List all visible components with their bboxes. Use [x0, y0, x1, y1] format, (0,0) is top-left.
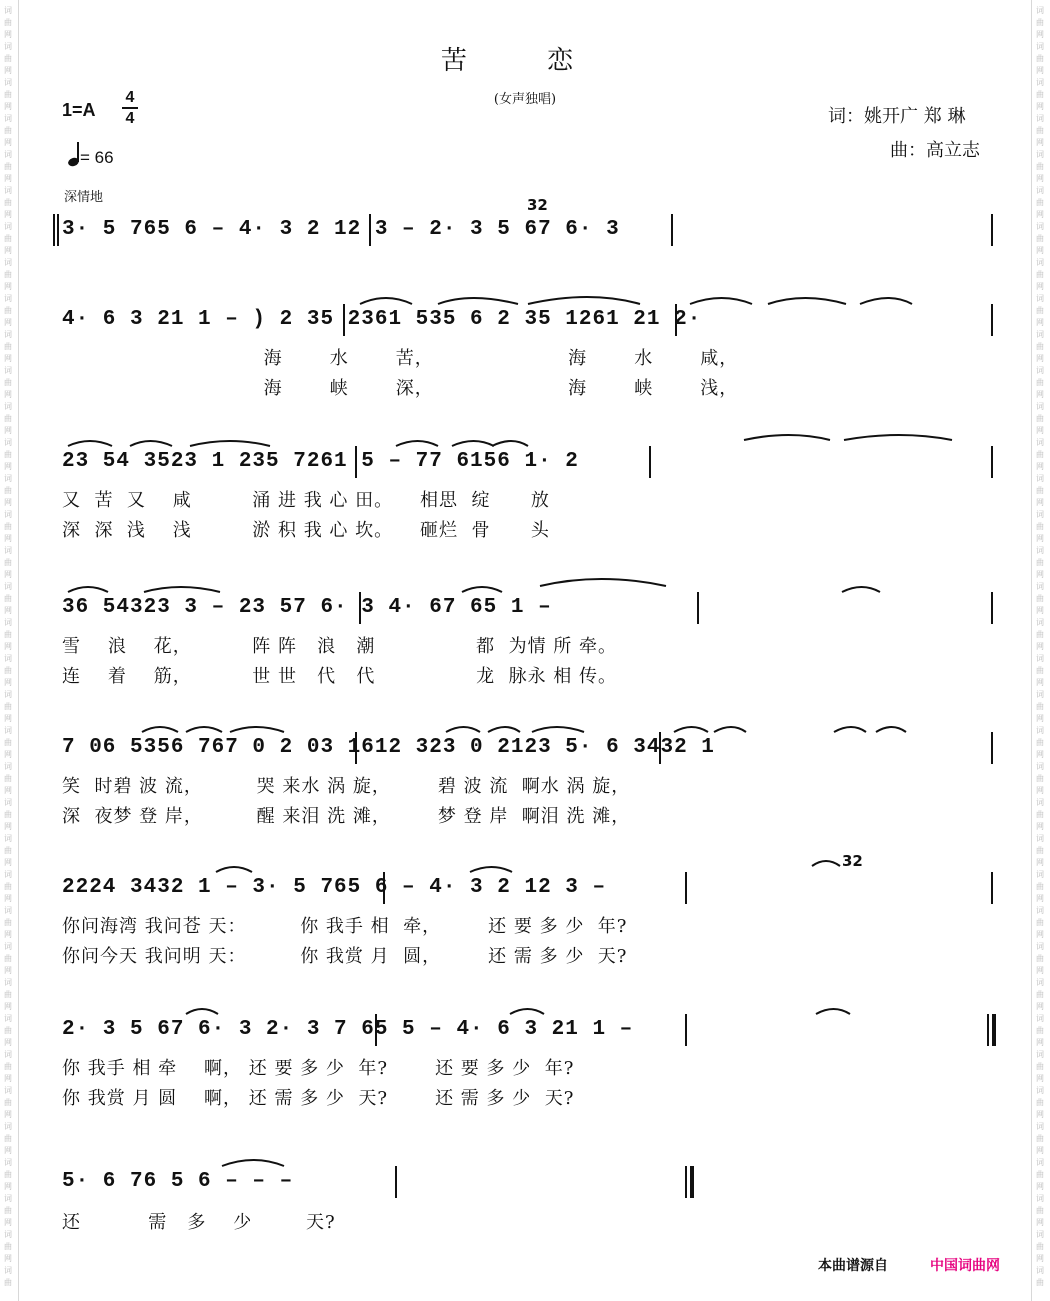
watermark-glyph: 网: [1036, 606, 1044, 615]
watermark-glyph: 曲: [1036, 162, 1044, 171]
watermark-glyph: 网: [1036, 462, 1044, 471]
watermark-glyph: 词: [1036, 330, 1044, 339]
lyric-line: 你问今天 我问明 天： 你 我赏 月 圆， 还 需 多 少 天?: [62, 946, 628, 967]
watermark-glyph: 曲: [1036, 414, 1044, 423]
watermark-glyph: 词: [1036, 870, 1044, 879]
watermark-glyph: 词: [4, 6, 12, 15]
watermark-glyph: 网: [1036, 678, 1044, 687]
watermark-glyph: 词: [1036, 258, 1044, 267]
lyric-line: 深 夜梦 登 岸， 醒 来泪 洗 滩， 梦 登 岸 啊泪 洗 滩，: [62, 806, 631, 827]
watermark-glyph: 词: [1036, 438, 1044, 447]
watermark-glyph: 网: [4, 354, 12, 363]
watermark-glyph: 曲: [1036, 306, 1044, 315]
lyric-line: 你 我赏 月 圆 啊， 还 需 多 少 天? 还 需 多 少 天?: [62, 1088, 575, 1109]
watermark-glyph: 网: [1036, 210, 1044, 219]
watermark-glyph: 网: [1036, 1254, 1044, 1263]
watermark-glyph: 曲: [1036, 882, 1044, 891]
watermark-glyph: 词: [4, 834, 12, 843]
watermark-glyph: 网: [4, 894, 12, 903]
watermark-glyph: 网: [1036, 102, 1044, 111]
lyric-line: 海 水 苦， 海 水 咸，: [62, 348, 739, 369]
watermark-glyph: 词: [1036, 546, 1044, 555]
watermark-glyph: 网: [4, 1218, 12, 1227]
watermark-glyph: 网: [4, 534, 12, 543]
watermark-glyph: 曲: [4, 54, 12, 63]
watermark-glyph: 曲: [1036, 774, 1044, 783]
watermark-glyph: 曲: [1036, 954, 1044, 963]
watermark-glyph: 词: [1036, 762, 1044, 771]
watermark-glyph: 曲: [4, 198, 12, 207]
watermark-glyph: 词: [1036, 834, 1044, 843]
watermark-glyph: 曲: [1036, 486, 1044, 495]
watermark-glyph: 词: [1036, 1158, 1044, 1167]
watermark-glyph: 词: [1036, 1050, 1044, 1059]
watermark-glyph: 词: [1036, 78, 1044, 87]
watermark-glyph: 曲: [1036, 1098, 1044, 1107]
watermark-glyph: 曲: [4, 234, 12, 243]
watermark-glyph: 网: [1036, 750, 1044, 759]
watermark-glyph: 网: [1036, 426, 1044, 435]
watermark-glyph: 词: [4, 1050, 12, 1059]
watermark-glyph: 曲: [4, 1098, 12, 1107]
watermark-glyph: 网: [1036, 30, 1044, 39]
watermark-glyph: 曲: [1036, 594, 1044, 603]
watermark-glyph: 网: [4, 606, 12, 615]
grace-note-mark: 32: [527, 196, 548, 214]
watermark-glyph: 网: [1036, 246, 1044, 255]
watermark-glyph: 词: [1036, 582, 1044, 591]
watermark-glyph: 曲: [4, 558, 12, 567]
watermark-glyph: 词: [4, 474, 12, 483]
watermark-glyph: 词: [1036, 654, 1044, 663]
watermark-glyph: 词: [4, 978, 12, 987]
watermark-glyph: 词: [4, 438, 12, 447]
watermark-glyph: 网: [4, 390, 12, 399]
watermark-glyph: 曲: [4, 810, 12, 819]
lyric-line: 海 峡 深， 海 峡 浅，: [62, 378, 739, 399]
watermark-glyph: 曲: [4, 90, 12, 99]
watermark-glyph: 网: [1036, 174, 1044, 183]
watermark-glyph: 词: [4, 78, 12, 87]
watermark-glyph: 网: [4, 714, 12, 723]
watermark-glyph: 曲: [4, 846, 12, 855]
watermark-glyph: 网: [4, 426, 12, 435]
watermark-glyph: 曲: [4, 126, 12, 135]
watermark-glyph: 网: [4, 246, 12, 255]
key-signature: 1=A: [62, 100, 96, 120]
watermark-glyph: 网: [4, 1110, 12, 1119]
watermark-glyph: 词: [4, 1086, 12, 1095]
watermark-glyph: 曲: [4, 270, 12, 279]
watermark-glyph: 网: [1036, 1218, 1044, 1227]
watermark-glyph: 词: [4, 1230, 12, 1239]
watermark-glyph: 网: [1036, 1074, 1044, 1083]
watermark-glyph: 词: [4, 258, 12, 267]
watermark-glyph: 曲: [4, 522, 12, 531]
watermark-glyph: 网: [1036, 1038, 1044, 1047]
watermark-glyph: 曲: [4, 918, 12, 927]
watermark-glyph: 词: [4, 654, 12, 663]
watermark-glyph: 词: [1036, 114, 1044, 123]
watermark-glyph: 曲: [1036, 54, 1044, 63]
watermark-glyph: 词: [1036, 726, 1044, 735]
lyric-line: 还 需 多 少 天?: [62, 1212, 336, 1233]
watermark-glyph: 词: [1036, 1194, 1044, 1203]
watermark-glyph: 网: [4, 930, 12, 939]
watermark-glyph: 曲: [1036, 1206, 1044, 1215]
watermark-glyph: 曲: [4, 1206, 12, 1215]
watermark-glyph: 词: [4, 1266, 12, 1275]
watermark-glyph: 词: [4, 402, 12, 411]
watermark-glyph: 词: [4, 294, 12, 303]
watermark-glyph: 网: [4, 570, 12, 579]
watermark-glyph: 曲: [1036, 378, 1044, 387]
watermark-glyph: 词: [4, 114, 12, 123]
watermark-glyph: 网: [4, 210, 12, 219]
watermark-glyph: 网: [1036, 786, 1044, 795]
watermark-glyph: 曲: [1036, 918, 1044, 927]
watermark-glyph: 词: [1036, 1086, 1044, 1095]
watermark-glyph: 词: [4, 222, 12, 231]
watermark-glyph: 曲: [4, 882, 12, 891]
watermark-glyph: 网: [1036, 138, 1044, 147]
song-subtitle: (女声独唱): [493, 92, 557, 107]
watermark-glyph: 词: [4, 798, 12, 807]
watermark-glyph: 曲: [4, 1242, 12, 1251]
watermark-glyph: 网: [1036, 498, 1044, 507]
watermark-glyph: 曲: [1036, 522, 1044, 531]
watermark-glyph: 网: [4, 498, 12, 507]
watermark-glyph: 网: [1036, 822, 1044, 831]
watermark-glyph: 网: [4, 822, 12, 831]
watermark-glyph: 曲: [4, 702, 12, 711]
watermark-glyph: 词: [1036, 1122, 1044, 1131]
lyricist-credit: 词：姚开广 郑 琳: [828, 106, 966, 127]
notation: 5· 6 76 5 6 – – –: [62, 1170, 294, 1193]
watermark-glyph: 网: [1036, 1002, 1044, 1011]
watermark-glyph: 曲: [4, 1062, 12, 1071]
lyric-line: 你 我手 相 牵 啊， 还 要 多 少 年? 还 要 多 少 年?: [62, 1058, 575, 1079]
watermark-glyph: 网: [4, 282, 12, 291]
watermark-glyph: 曲: [4, 450, 12, 459]
watermark-glyph: 词: [4, 150, 12, 159]
watermark-glyph: 词: [1036, 366, 1044, 375]
notation: 2· 3 5 67 6· 3 2· 3 7 65 5 – 4· 6 3 21 1 –: [62, 1018, 634, 1041]
watermark-glyph: 词: [1036, 42, 1044, 51]
watermark-glyph: 曲: [4, 990, 12, 999]
watermark-glyph: 词: [4, 546, 12, 555]
watermark-glyph: 曲: [4, 666, 12, 675]
watermark-glyph: 词: [4, 690, 12, 699]
source-label: 本曲谱源自: [818, 1258, 888, 1274]
watermark-glyph: 词: [4, 1158, 12, 1167]
watermark-glyph: 曲: [4, 738, 12, 747]
watermark-glyph: 曲: [1036, 126, 1044, 135]
watermark-glyph: 词: [1036, 294, 1044, 303]
grace-note-mark: 32: [842, 852, 863, 870]
watermark-glyph: 词: [4, 942, 12, 951]
watermark-glyph: 网: [4, 462, 12, 471]
watermark-glyph: 词: [1036, 6, 1044, 15]
watermark-glyph: 网: [1036, 1146, 1044, 1155]
watermark-glyph: 网: [4, 318, 12, 327]
watermark-glyph: 词: [1036, 402, 1044, 411]
watermark-glyph: 网: [1036, 1182, 1044, 1191]
watermark-glyph: 网: [4, 678, 12, 687]
notation: 3· 5 765 6 – 4· 3 2 12 3 – 2· 3 5 67 6· 3: [62, 218, 620, 241]
meter-top: 4: [125, 89, 135, 106]
watermark-glyph: 网: [4, 642, 12, 651]
watermark-glyph: 词: [4, 1194, 12, 1203]
watermark-glyph: 网: [4, 1254, 12, 1263]
watermark-glyph: 词: [4, 726, 12, 735]
watermark-glyph: 网: [1036, 642, 1044, 651]
watermark-glyph: 词: [4, 906, 12, 915]
watermark-glyph: 词: [1036, 798, 1044, 807]
watermark-glyph: 词: [1036, 510, 1044, 519]
watermark-glyph: 曲: [1036, 342, 1044, 351]
notation: 2224 3432 1 – 3· 5 765 6 – 4· 3 2 12 3 –: [62, 876, 607, 899]
watermark-glyph: 曲: [4, 162, 12, 171]
watermark-glyph: 曲: [1036, 198, 1044, 207]
watermark-glyph: 曲: [4, 342, 12, 351]
watermark-glyph: 曲: [4, 594, 12, 603]
watermark-glyph: 曲: [4, 486, 12, 495]
watermark-glyph: 网: [1036, 930, 1044, 939]
watermark-glyph: 网: [4, 66, 12, 75]
lyric-line: 连 着 筋， 世 世 代 代 龙 脉永 相 传。: [62, 666, 618, 687]
watermark-glyph: 网: [4, 1182, 12, 1191]
watermark-glyph: 词: [1036, 690, 1044, 699]
watermark-glyph: 网: [4, 786, 12, 795]
watermark-glyph: 网: [1036, 894, 1044, 903]
watermark-glyph: 词: [4, 870, 12, 879]
watermark-glyph: 曲: [1036, 1026, 1044, 1035]
notation: 7 06 5356 767 0 2 03 1612 323 0 2123 5· 6 3432 1: [62, 736, 715, 759]
watermark-glyph: 网: [1036, 318, 1044, 327]
watermark-glyph: 曲: [1036, 810, 1044, 819]
watermark-glyph: 曲: [4, 774, 12, 783]
lyric-line: 笑 时碧 波 流， 哭 来水 涡 旋， 碧 波 流 啊水 涡 旋，: [62, 776, 631, 797]
watermark-glyph: 曲: [1036, 990, 1044, 999]
watermark-glyph: 曲: [4, 306, 12, 315]
watermark-glyph: 词: [4, 762, 12, 771]
watermark-glyph: 曲: [4, 630, 12, 639]
watermark-glyph: 曲: [1036, 738, 1044, 747]
watermark-glyph: 词: [4, 186, 12, 195]
lyric-line: 深 深 浅 浅 淤 积 我 心 坎。 砸烂 骨 头: [62, 520, 550, 541]
watermark-glyph: 网: [4, 750, 12, 759]
watermark-glyph: 曲: [1036, 702, 1044, 711]
watermark-glyph: 网: [4, 966, 12, 975]
lyric-line: 雪 浪 花， 阵 阵 浪 潮 都 为情 所 牵。: [62, 636, 618, 657]
watermark-glyph: 词: [4, 366, 12, 375]
lyric-line: 你问海湾 我问苍 天： 你 我手 相 牵， 还 要 多 少 年?: [62, 916, 628, 937]
notation: 36 54323 3 – 23 57 6· 3 4· 67 65 1 –: [62, 596, 552, 619]
watermark-glyph: 曲: [1036, 270, 1044, 279]
watermark-glyph: 网: [1036, 570, 1044, 579]
watermark-glyph: 网: [4, 174, 12, 183]
watermark-glyph: 曲: [1036, 234, 1044, 243]
watermark-glyph: 曲: [1036, 18, 1044, 27]
watermark-glyph: 网: [1036, 714, 1044, 723]
watermark-glyph: 词: [1036, 474, 1044, 483]
tempo-value: = 66: [80, 148, 114, 167]
watermark-glyph: 曲: [4, 1170, 12, 1179]
watermark-glyph: 词: [1036, 186, 1044, 195]
watermark-glyph: 词: [1036, 618, 1044, 627]
watermark-glyph: 网: [4, 1038, 12, 1047]
watermark-glyph: 曲: [4, 378, 12, 387]
watermark-glyph: 网: [4, 1002, 12, 1011]
composer-credit: 曲：高立志: [890, 140, 980, 161]
watermark-glyph: 词: [4, 330, 12, 339]
watermark-glyph: 词: [4, 582, 12, 591]
watermark-glyph: 曲: [1036, 90, 1044, 99]
watermark-glyph: 曲: [1036, 1170, 1044, 1179]
notation: 4· 6 3 21 1 – ) 2 35 2361 535 6 2 35 1261 21 2·: [62, 308, 702, 331]
watermark-glyph: 曲: [1036, 558, 1044, 567]
watermark-glyph: 词: [1036, 1014, 1044, 1023]
watermark-glyph: 词: [1036, 942, 1044, 951]
watermark-glyph: 曲: [1036, 846, 1044, 855]
watermark-glyph: 词: [4, 510, 12, 519]
watermark-glyph: 网: [1036, 390, 1044, 399]
watermark-glyph: 网: [1036, 966, 1044, 975]
source-site-link[interactable]: 中国词曲网: [930, 1258, 1000, 1274]
watermark-glyph: 网: [1036, 1110, 1044, 1119]
watermark-glyph: 词: [4, 1014, 12, 1023]
watermark-glyph: 曲: [4, 18, 12, 27]
watermark-glyph: 曲: [1036, 630, 1044, 639]
watermark-glyph: 网: [1036, 354, 1044, 363]
watermark-glyph: 曲: [4, 954, 12, 963]
meter-bottom: 4: [125, 110, 135, 127]
watermark-glyph: 词: [1036, 906, 1044, 915]
lyric-line: 又 苦 又 咸 涌 进 我 心 田。 相思 绽 放: [62, 490, 550, 511]
watermark-glyph: 词: [4, 42, 12, 51]
watermark-glyph: 曲: [1036, 1134, 1044, 1143]
watermark-glyph: 曲: [4, 414, 12, 423]
watermark-glyph: 词: [4, 1122, 12, 1131]
watermark-glyph: 网: [4, 858, 12, 867]
expression-marking: 深情地: [64, 190, 104, 205]
watermark-glyph: 词: [1036, 1266, 1044, 1275]
watermark-glyph: 曲: [1036, 450, 1044, 459]
watermark-glyph: 网: [4, 1146, 12, 1155]
watermark-glyph: 网: [1036, 282, 1044, 291]
watermark-glyph: 词: [1036, 1230, 1044, 1239]
watermark-glyph: 网: [4, 30, 12, 39]
watermark-glyph: 词: [1036, 978, 1044, 987]
watermark-glyph: 曲: [1036, 1242, 1044, 1251]
watermark-glyph: 网: [1036, 858, 1044, 867]
watermark-glyph: 词: [1036, 150, 1044, 159]
watermark-glyph: 词: [1036, 222, 1044, 231]
notation: 23 54 3523 1 235 7261 5 – 77 6156 1· 2: [62, 450, 579, 473]
watermark-glyph: 网: [1036, 66, 1044, 75]
watermark-glyph: 网: [4, 1074, 12, 1083]
watermark-glyph: 曲: [1036, 1278, 1044, 1287]
watermark-glyph: 词: [4, 618, 12, 627]
song-title: 苦 恋: [440, 46, 610, 76]
watermark-glyph: 曲: [4, 1278, 12, 1287]
watermark-glyph: 曲: [1036, 1062, 1044, 1071]
watermark-glyph: 网: [1036, 534, 1044, 543]
watermark-glyph: 曲: [4, 1134, 12, 1143]
watermark-glyph: 网: [4, 138, 12, 147]
watermark-glyph: 曲: [1036, 666, 1044, 675]
watermark-glyph: 曲: [4, 1026, 12, 1035]
watermark-glyph: 网: [4, 102, 12, 111]
